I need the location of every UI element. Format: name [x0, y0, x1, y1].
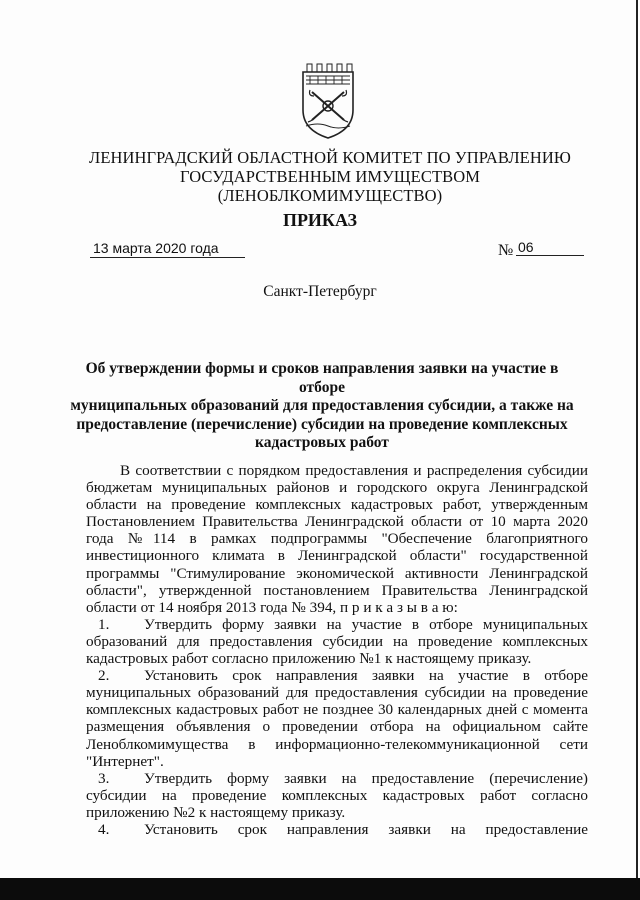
order-item-number: 4.: [98, 820, 110, 838]
order-body: [86, 462, 588, 838]
agency-name: [60, 148, 600, 205]
subject-line: предоставление (перечисление) субсидии на проведение комплексных: [76, 415, 568, 433]
coat-of-arms-emblem: [298, 62, 358, 140]
subject-line: Об утверждении формы и сроков направления заявки на участие в отборе: [85, 360, 559, 396]
order-number: 06: [516, 239, 584, 256]
order-item-number: 3.: [98, 769, 110, 787]
preamble-paragraph: В соответствии с порядком предоставления и распределения субсидии бюджетам муниципальных районов и городского округа Ленинградской области на проведение комплексных кадастровых работ, утвержденным Постановлением Правительства Ленинградской области от 10 марта 2020 года №114 в рамках подпрограммы "Обеспечение благоприятного инвестиционного климата в Ленинградской области" государственной программы "Стимулирование экономической активности Ленинградской области", утвержденной постановлением Правительства Ленинградской области от 14 ноября 2013 года № 394, п р и к а з ы в а ю:: [86, 462, 588, 616]
subject-line: кадастровых работ: [255, 434, 389, 451]
order-item: [86, 770, 588, 821]
agency-name-line: ЛЕНИНГРАДСКИЙ ОБЛАСТНОЙ КОМИТЕТ ПО УПРАВЛЕНИЮ: [89, 148, 571, 167]
order-item-text: Утвердить форму заявки на предоставление (перечисление) субсидии на проведение комплексных кадастровых работ согласно приложению №2 к настоящему приказу.: [86, 769, 588, 821]
order-number-label: №: [498, 242, 514, 259]
order-subject: [62, 360, 582, 453]
document-type-title: ПРИКАЗ: [282, 210, 358, 230]
subject-line: муниципальных образований для предоставления субсидии, а также на: [70, 397, 574, 414]
scan-bottom-edge: [0, 878, 640, 900]
agency-name-line: (ЛЕНОБЛКОМИМУЩЕСТВО): [217, 186, 443, 205]
city: Санкт-Петербург: [263, 283, 377, 300]
order-item: [86, 667, 588, 770]
order-date: 13 марта 2020 года: [90, 240, 245, 258]
order-item-text: Установить срок направления заявки на участие в отборе муниципальных образований для предоставления субсидии на проведение комплексных кадастровых работ не позднее 30 календарных дней с момента размещения объявления о проведении отбора на официальном сайте Леноблкомимущества в информационно-телекоммуникационной сети "Интернет".: [86, 667, 588, 770]
order-item-number: 2.: [98, 667, 110, 685]
order-item: [86, 616, 588, 667]
order-item-number: 1.: [98, 615, 110, 633]
order-item-text: Утвердить форму заявки на участие в отборе муниципальных образований для предоставления субсидии на проведение комплексных кадастровых работ согласно приложению №1 к настоящему приказу.: [86, 615, 588, 668]
agency-name-line: ГОСУДАРСТВЕННЫМ ИМУЩЕСТВОМ: [179, 167, 481, 186]
order-item: [86, 821, 588, 838]
order-item-text: Установить срок направления заявки на предоставление: [144, 820, 588, 838]
